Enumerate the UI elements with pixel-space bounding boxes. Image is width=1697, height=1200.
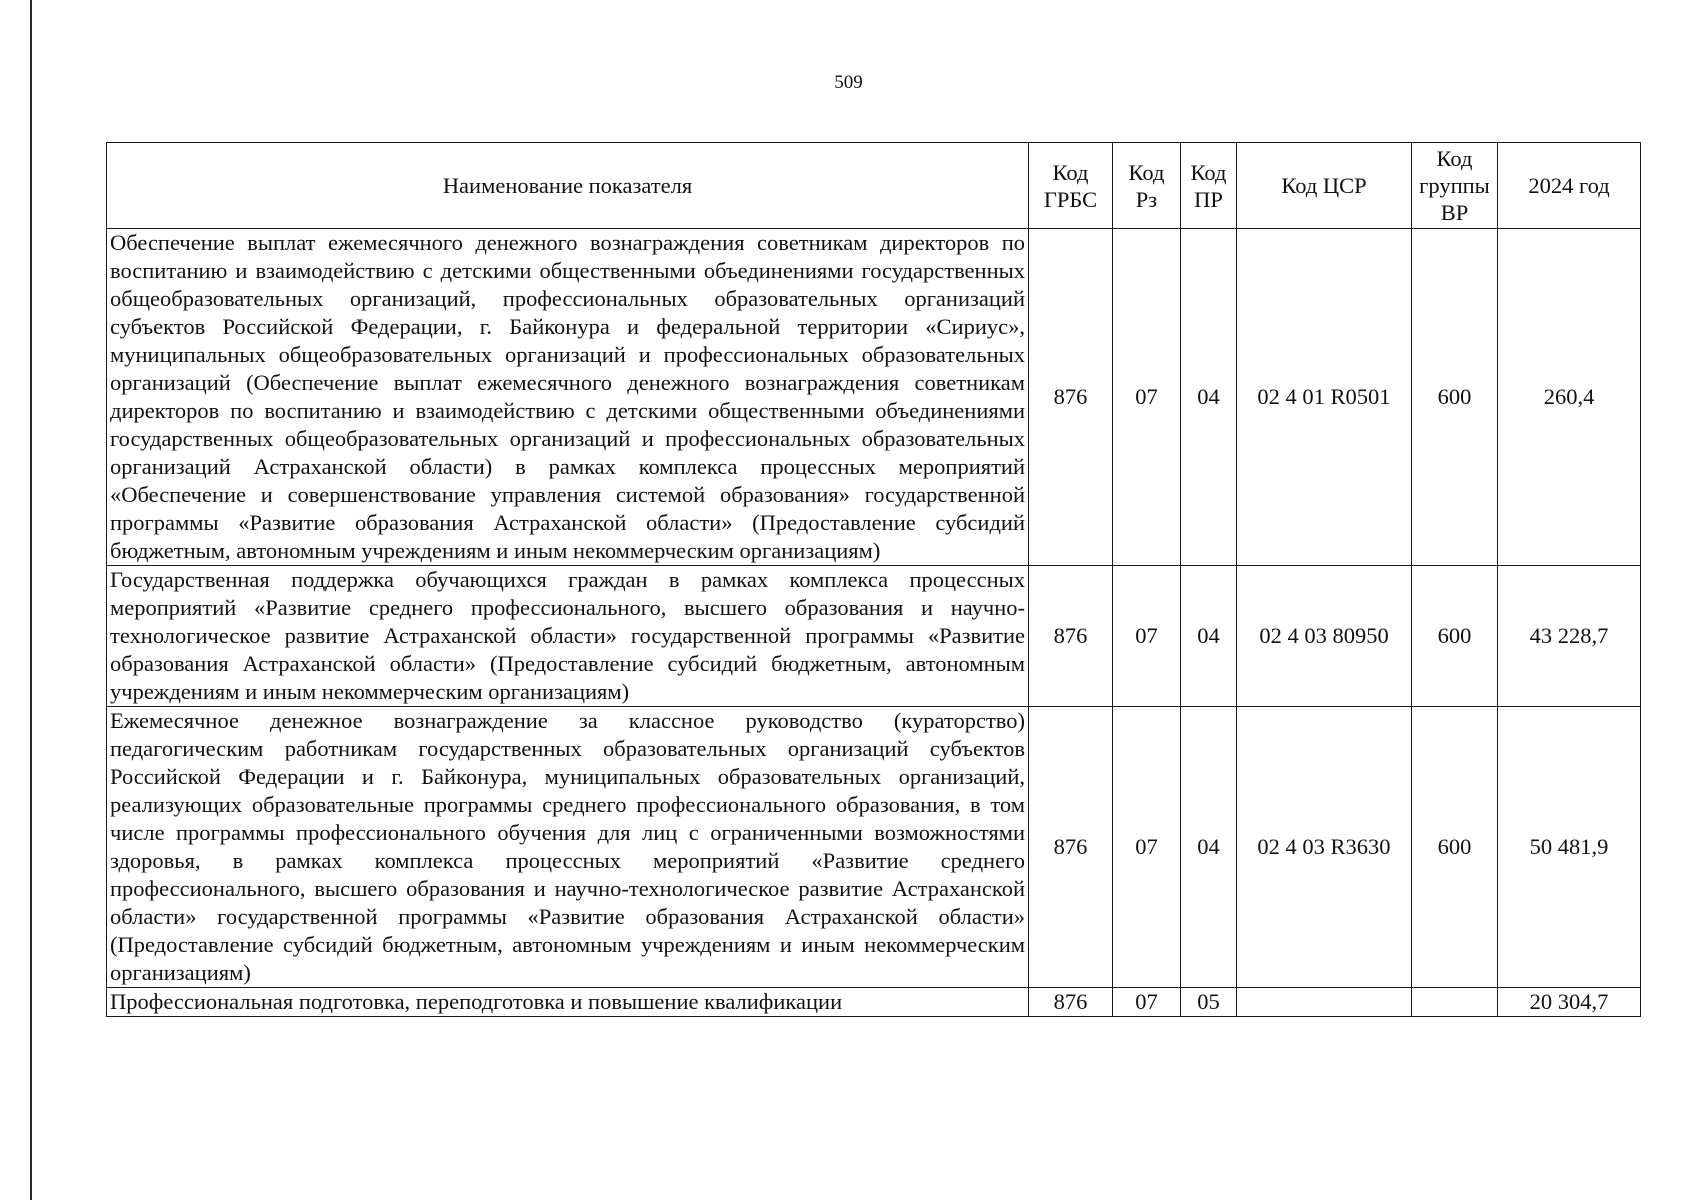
header-vr [1412,143,1498,229]
binding-edge-line [30,0,32,1200]
table-row [107,566,1641,707]
header-rz-line-1: Код [1128,159,1165,185]
row-name: Обеспечение выплат ежемесячного денежного вознаграждения советникам директоров по воспитанию и взаимодействию с детскими общественными объединениями государственных общеобразовательных организаций, профессиональных образовательных организаций субъектов Российской Федерации, г. Байконура и федеральной территории «Сириус», муниципальных общеобразовательных организаций и профессиональных образовательных организаций (Обеспечение выплат ежемесячного денежного вознаграждения советникам директоров по воспитанию и взаимодействию с детскими общественными объединениями государственных общеобразовательных организаций и профессиональных образовательных организаций Астраханской области) в рамках комплекса процессных мероприятий «Обеспечение и совершенствование управления системой образования» государственной программы «Развитие образования Астраханской области» (Предоставление субсидий бюджетным, автономным учреждениям и иным некоммерческим организациям) [107,229,1029,566]
row-pr: 04 [1181,229,1237,566]
table-row [107,988,1641,1017]
header-pr-line-1: Код [1190,159,1227,185]
header-rz [1113,143,1181,229]
row-pr: 04 [1181,566,1237,707]
row-name: Ежемесячное денежное вознаграждение за классное руководство (кураторство) педагогическим работникам государственных образовательных организаций субъектов Российской Федерации и г. Байконура, муниципальных образовательных организаций, реализующих образовательные программы среднего профессионального образования, в том числе программы профессионального обучения для лиц с ограниченными возможностями здоровья, в рамках комплекса процессных мероприятий «Развитие среднего профессионального, высшего образования и научно-технологическое развитие Астраханской области» государственной программы «Развитие образования Астраханской области» (Предоставление субсидий бюджетным, автономным учреждениям и иным некоммерческим организациям) [107,707,1029,988]
row-name: Профессиональная подготовка, переподготовка и повышение квалификации [107,988,1029,1017]
header-grbs-line-2: ГРБС [1043,186,1098,212]
page-number: 509 [834,72,863,93]
row-csr: 02 4 03 80950 [1237,566,1412,707]
row-amount: 50 481,9 [1498,707,1641,988]
row-grbs: 876 [1029,229,1113,566]
row-rz: 07 [1113,229,1181,566]
row-rz: 07 [1113,566,1181,707]
row-csr: 02 4 03 R3630 [1237,707,1412,988]
row-pr: 05 [1181,988,1237,1017]
header-name: Наименование показателя [107,143,1029,229]
row-name: Государственная поддержка обучающихся граждан в рамках комплекса процессных мероприятий «Развитие среднего профессионального, высшего образования и научно-технологическое развитие Астраханской области» государственной программы «Развитие образования Астраханской области» (Предоставление субсидий бюджетным, автономным учреждениям и иным некоммерческим организациям) [107,566,1029,707]
row-vr: 600 [1412,229,1498,566]
header-vr-line-2: группы [1419,173,1490,198]
header-grbs [1029,143,1113,229]
row-pr: 04 [1181,707,1237,988]
header-pr-line-2: ПР [1194,186,1223,212]
row-amount: 20 304,7 [1498,988,1641,1017]
header-grbs-line-1: Код [1052,159,1089,185]
row-grbs: 876 [1029,566,1113,707]
row-csr: 02 4 01 R0501 [1237,229,1412,566]
table-row [107,707,1641,988]
row-amount: 260,4 [1498,229,1641,566]
table-header-row [107,143,1641,229]
row-csr [1237,988,1412,1017]
row-vr: 600 [1412,566,1498,707]
header-csr: Код ЦСР [1237,143,1412,229]
row-vr [1412,988,1498,1017]
header-pr [1181,143,1237,229]
row-amount: 43 228,7 [1498,566,1641,707]
row-grbs: 876 [1029,988,1113,1017]
header-vr-line-1: Код [1436,146,1473,171]
row-rz: 07 [1113,707,1181,988]
header-year: 2024 год [1498,143,1641,229]
header-rz-line-2: Рз [1135,186,1158,212]
row-grbs: 876 [1029,707,1113,988]
header-vr-line-3: ВР [1440,200,1469,225]
row-rz: 07 [1113,988,1181,1017]
row-vr: 600 [1412,707,1498,988]
budget-table [106,142,1641,1017]
table-row [107,229,1641,566]
